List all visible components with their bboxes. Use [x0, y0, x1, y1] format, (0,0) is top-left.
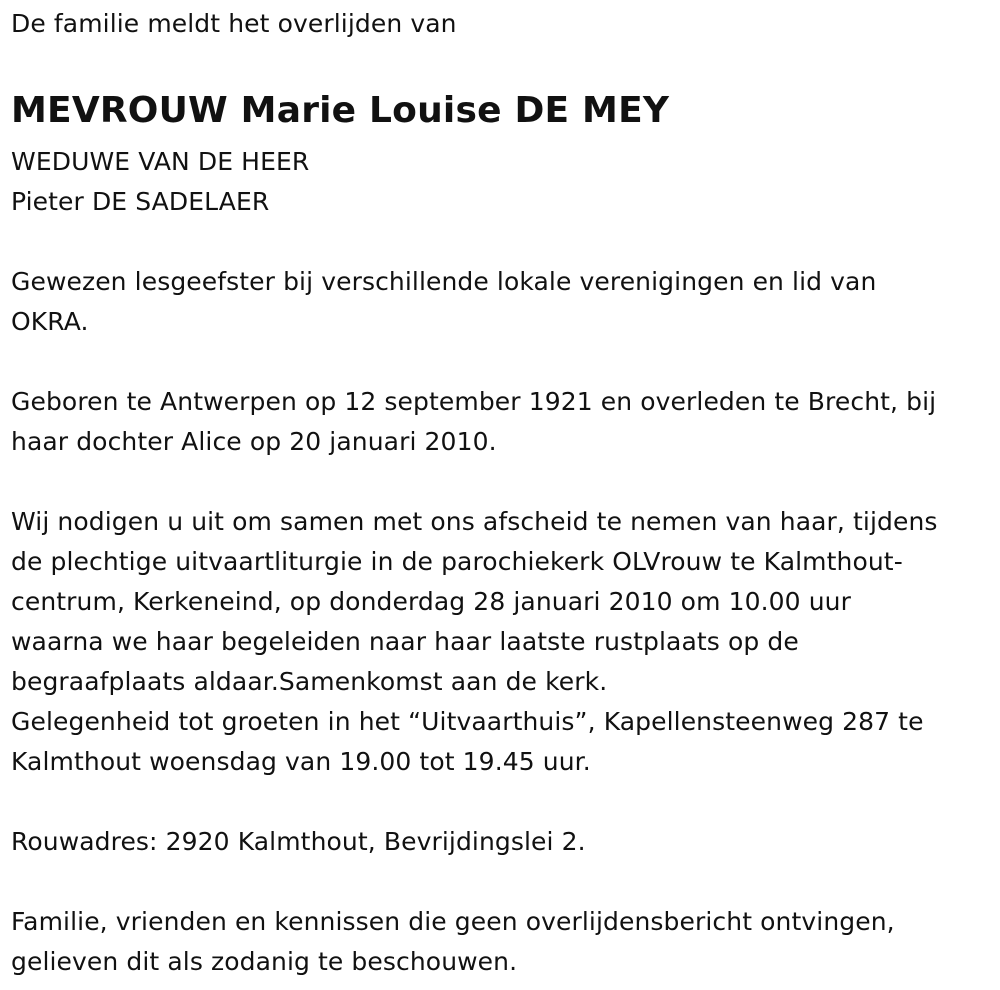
obituary-notice	[11, 4, 996, 982]
text-line: Geboren te Antwerpen op 12 september 1921 en overleden te Brecht, bij	[11, 387, 937, 416]
text-line: de plechtige uitvaartliturgie in de parochiekerk OLVrouw te Kalmthout-	[11, 547, 903, 576]
mourning-address: Rouwadres: 2920 Kalmthout, Bevrijdingslei 2.	[11, 827, 586, 856]
deceased-name: MEVROUW Marie Louise DE MEY	[11, 90, 670, 131]
spouse-name: Pieter DE SADELAER	[11, 187, 270, 216]
intro-text: De familie meldt het overlijden van	[11, 9, 457, 38]
birth-death-paragraph	[11, 382, 996, 462]
widow-of-line: WEDUWE VAN DE HEER	[11, 147, 310, 176]
text-line: Gewezen lesgeefster bij verschillende lokale verenigingen en lid van	[11, 267, 877, 296]
text-line: Gelegenheid tot groeten in het “Uitvaarthuis”, Kapellensteenweg 287 te	[11, 707, 924, 736]
text-line: gelieven dit als zodanig te beschouwen.	[11, 947, 518, 976]
funeral-paragraph	[11, 502, 996, 782]
text-line: centrum, Kerkeneind, op donderdag 28 januari 2010 om 10.00 uur	[11, 587, 851, 616]
text-line: Kalmthout woensdag van 19.00 tot 19.45 uur.	[11, 747, 591, 776]
text-line: begraafplaats aldaar.Samenkomst aan de kerk.	[11, 667, 608, 696]
text-line: waarna we haar begeleiden naar haar laatste rustplaats op de	[11, 627, 799, 656]
text-line: Familie, vrienden en kennissen die geen overlijdensbericht ontvingen,	[11, 907, 895, 936]
occupation-paragraph	[11, 262, 996, 342]
text-line: Wij nodigen u uit om samen met ons afscheid te nemen van haar, tijdens	[11, 507, 938, 536]
text-line: OKRA.	[11, 307, 89, 336]
closing-paragraph	[11, 902, 996, 982]
text-line: haar dochter Alice op 20 januari 2010.	[11, 427, 497, 456]
address-paragraph	[11, 822, 996, 862]
widow-of-block	[11, 142, 996, 222]
